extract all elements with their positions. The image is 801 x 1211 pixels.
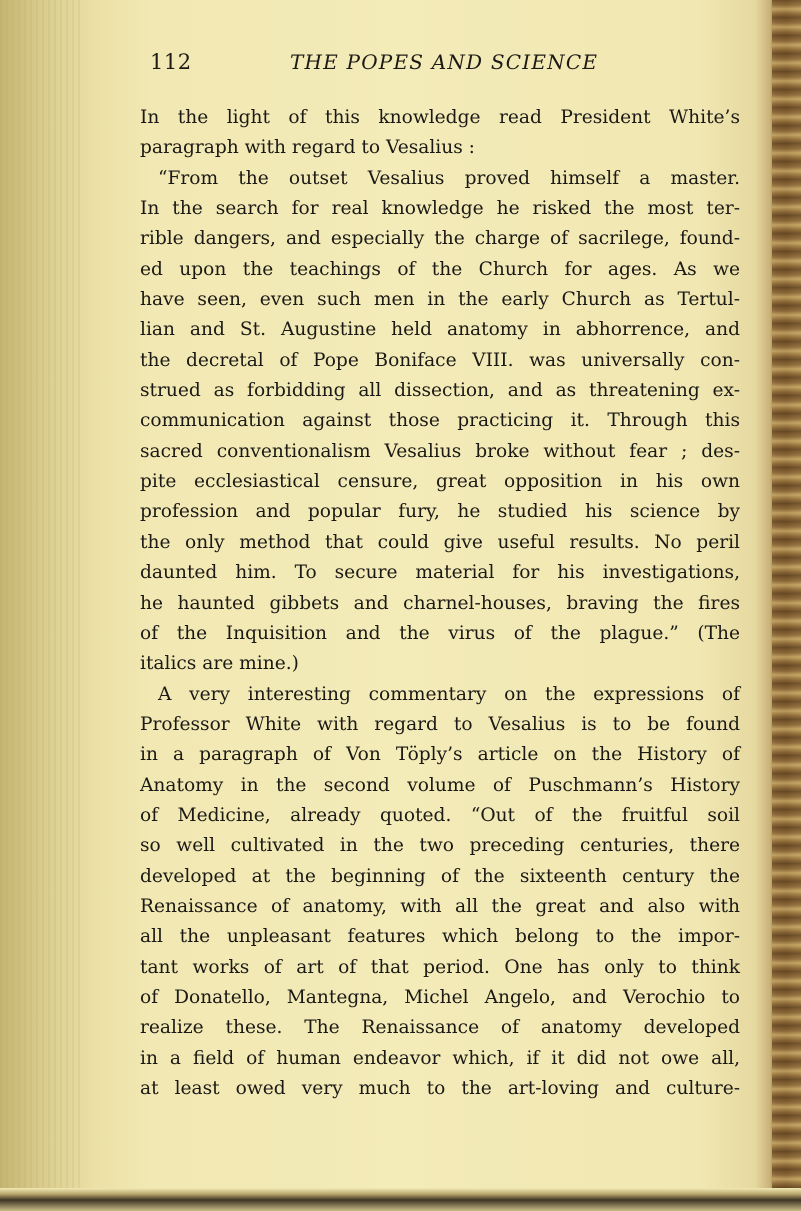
text-line: sacred conventionalism Vesalius broke without fear ; des- [140,440,740,462]
text-line: tant works of art of that period. One has only to think [140,956,740,978]
text-line: in a field of human endeavor which, if it did not owe all, [140,1047,740,1069]
text-line: lian and St. Augustine held anatomy in abhorrence, and [140,319,740,341]
text-line: have seen, even such men in the early Church as Tertul- [140,289,740,311]
text-line: communication against those practicing it. Through this [140,410,740,432]
text-line: ed upon the teachings of the Church for ages. As we [140,258,740,280]
text-line: the decretal of Pope Boniface VIII. was universally con- [140,349,740,371]
text-line: realize these. The Renaissance of anatomy developed [140,1017,740,1039]
text-line: pite ecclesiastical censure, great opposition in his own [140,471,740,493]
text-line: Professor White with regard to Vesalius is to be found [140,713,740,735]
page-edge-stack [772,0,801,1211]
text-line: Renaissance of anatomy, with all the great and also with [140,895,740,917]
text-line: at least owed very much to the art-loving and culture- [140,1078,740,1099]
page-gutter-shading [0,0,80,1211]
text-line: profession and popular fury, he studied his science by [140,501,740,523]
text-line: “From the outset Vesalius proved himself a master. [158,167,740,189]
text-line: Anatomy in the second volume of Puschmann’s History [140,774,740,796]
text-line: of Donatello, Mantegna, Michel Angelo, and Verochio to [140,986,740,1008]
text-line: in a paragraph of Von Töply’s article on the History of [140,744,740,766]
text-line: paragraph with regard to Vesalius : [140,137,475,159]
text-line: so well cultivated in the two preceding centuries, there [140,835,740,857]
page-bottom-edge [0,1188,801,1211]
page-header [150,50,620,80]
page-number: 112 [150,50,192,74]
text-line: all the unpleasant features which belong to the impor- [140,926,740,948]
text-line: italics are mine.) [140,653,299,675]
text-line: In the light of this knowledge read President White’s [140,107,740,128]
text-line: daunted him. To secure material for his investigations, [140,562,740,584]
text-line: rible dangers, and especially the charge of sacrilege, found- [140,228,740,250]
text-line: he haunted gibbets and charnel-houses, braving the fires [140,592,740,614]
text-line: In the search for real knowledge he risked the most ter- [140,198,740,220]
running-title: THE POPES AND SCIENCE [290,50,599,74]
text-line: A very interesting commentary on the expressions of [158,683,740,705]
text-line: the only method that could give useful results. No peril [140,531,740,553]
text-line: of the Inquisition and the virus of the plague.” (The [140,622,740,644]
body-text [140,103,740,1104]
text-line: of Medicine, already quoted. “Out of the fruitful soil [140,804,740,826]
text-line: developed at the beginning of the sixteenth century the [140,865,740,887]
text-line: strued as forbidding all dissection, and as threatening ex- [140,380,740,402]
